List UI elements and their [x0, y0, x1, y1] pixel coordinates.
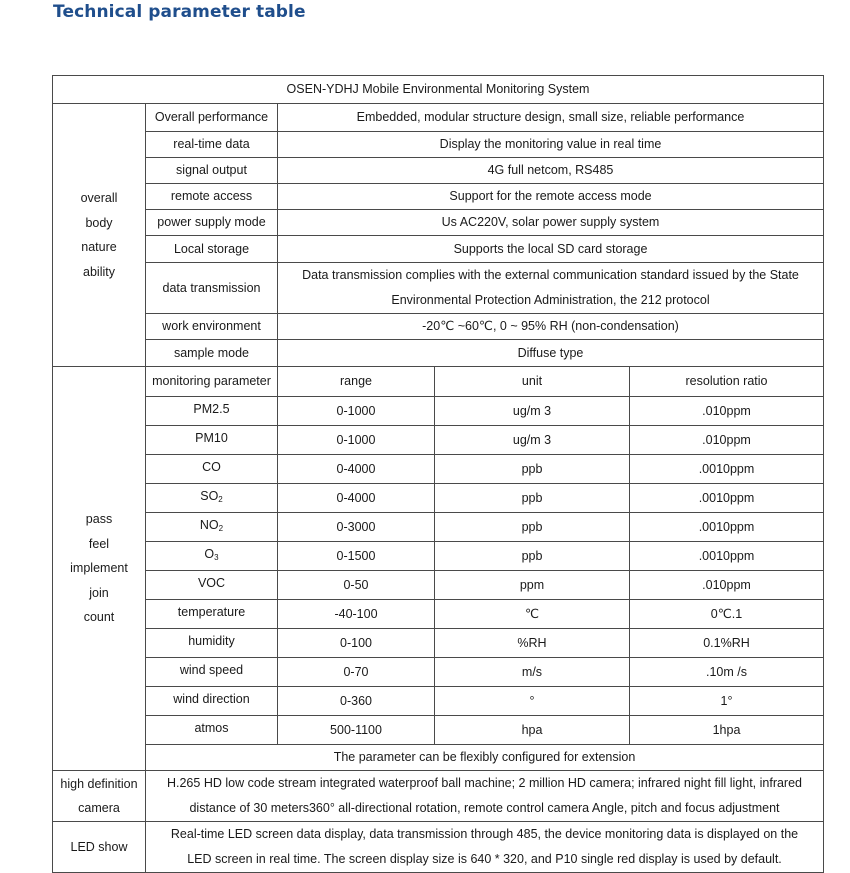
- param-name: $NO_2$: [146, 513, 278, 542]
- spec-name: data transmission: [146, 263, 278, 314]
- param-range: 0-1000: [278, 426, 435, 455]
- param-unit: ppb: [435, 513, 630, 542]
- table-row: [53, 426, 824, 455]
- param-resolution: .10m /s: [630, 658, 824, 687]
- param-resolution: .0010ppm: [630, 542, 824, 571]
- spec-name: sample mode: [146, 340, 278, 367]
- spec-value: Supports the local SD card storage: [278, 236, 824, 263]
- param-unit: %RH: [435, 629, 630, 658]
- table-row: [53, 484, 824, 513]
- param-resolution: 1hpa: [630, 716, 824, 745]
- param-name: atmos: [146, 716, 278, 745]
- spec-value: Support for the remote access mode: [278, 184, 824, 210]
- param-range: 0-360: [278, 687, 435, 716]
- param-resolution: .0010ppm: [630, 455, 824, 484]
- spec-name: power supply mode: [146, 210, 278, 236]
- param-name: CO: [146, 455, 278, 484]
- param-unit: ppb: [435, 542, 630, 571]
- table-row: [53, 236, 824, 263]
- spec-name: signal output: [146, 158, 278, 184]
- param-range: 0-4000: [278, 484, 435, 513]
- table-row: [53, 571, 824, 600]
- param-resolution: .010ppm: [630, 426, 824, 455]
- table-row: [53, 184, 824, 210]
- table-row: [53, 158, 824, 184]
- param-range: 0-50: [278, 571, 435, 600]
- camera-description: H.265 HD low code stream integrated waterproof ball machine; 2 million HD camera; infrared night fill light, infrared distance of 30 meters360° all-directional rotation, remote control camera Angle, pitch and focus adjustment: [146, 771, 824, 822]
- spec-value: Display the monitoring value in real time: [278, 132, 824, 158]
- spec-value: -20℃ ~60℃, 0 ~ 95% RH (non-condensation): [278, 314, 824, 340]
- param-unit: ppb: [435, 484, 630, 513]
- param-resolution: 1°: [630, 687, 824, 716]
- camera-row: [53, 771, 824, 822]
- param-resolution: .0010ppm: [630, 484, 824, 513]
- param-name: wind speed: [146, 658, 278, 687]
- led-description: Real-time LED screen data display, data transmission through 485, the device monitoring data is displayed on the LED screen in real time. The screen display size is 640 * 320, and P10 single red display is used by default.: [146, 822, 824, 873]
- table-row: [53, 132, 824, 158]
- led-label: LED show: [53, 822, 146, 873]
- system-title: OSEN-YDHJ Mobile Environmental Monitoring System: [53, 76, 824, 104]
- param-unit: ℃: [435, 600, 630, 629]
- spec-name: Local storage: [146, 236, 278, 263]
- param-unit: ppb: [435, 455, 630, 484]
- param-name: PM2.5: [146, 397, 278, 426]
- column-header-parameter: monitoring parameter: [146, 367, 278, 397]
- param-resolution: .010ppm: [630, 397, 824, 426]
- page-heading: Technical parameter table: [53, 2, 306, 22]
- table-row: [53, 455, 824, 484]
- spec-name: real-time data: [146, 132, 278, 158]
- param-unit: ug/m 3: [435, 397, 630, 426]
- column-header-resolution: resolution ratio: [630, 367, 824, 397]
- table-row: [53, 542, 824, 571]
- table-row: [53, 397, 824, 426]
- param-name: temperature: [146, 600, 278, 629]
- param-resolution: 0.1%RH: [630, 629, 824, 658]
- table-row: [53, 104, 824, 132]
- table-row: [53, 513, 824, 542]
- sensor-header-row: [53, 367, 824, 397]
- param-range: 0-1500: [278, 542, 435, 571]
- parameter-table: [52, 75, 824, 873]
- spec-value: Embedded, modular structure design, small size, reliable performance: [278, 104, 824, 132]
- table-row: [53, 687, 824, 716]
- param-name: $O_3$: [146, 542, 278, 571]
- spec-name: remote access: [146, 184, 278, 210]
- param-resolution: .010ppm: [630, 571, 824, 600]
- spec-name: work environment: [146, 314, 278, 340]
- param-range: 0-100: [278, 629, 435, 658]
- spec-value: Diffuse type: [278, 340, 824, 367]
- param-range: 500-1100: [278, 716, 435, 745]
- table-row: [53, 340, 824, 367]
- table-row: [53, 263, 824, 314]
- param-range: 0-4000: [278, 455, 435, 484]
- param-unit: hpa: [435, 716, 630, 745]
- param-resolution: .0010ppm: [630, 513, 824, 542]
- system-title-row: [53, 76, 824, 104]
- column-header-unit: unit: [435, 367, 630, 397]
- overall-group-label: overall body nature ability: [53, 104, 146, 367]
- param-unit: °: [435, 687, 630, 716]
- param-name: humidity: [146, 629, 278, 658]
- sensor-group-label: pass feel implement join count: [53, 367, 146, 771]
- param-name: PM10: [146, 426, 278, 455]
- led-row: [53, 822, 824, 873]
- spec-name: Overall performance: [146, 104, 278, 132]
- param-unit: m/s: [435, 658, 630, 687]
- column-header-range: range: [278, 367, 435, 397]
- spec-value: Us AC220V, solar power supply system: [278, 210, 824, 236]
- table-row: [53, 716, 824, 745]
- param-range: 0-70: [278, 658, 435, 687]
- extension-note-row: [53, 745, 824, 771]
- table-row: [53, 600, 824, 629]
- extension-note: The parameter can be flexibly configured for extension: [146, 745, 824, 771]
- param-range: -40-100: [278, 600, 435, 629]
- table-row: [53, 629, 824, 658]
- param-unit: ppm: [435, 571, 630, 600]
- table-row: [53, 314, 824, 340]
- param-name: VOC: [146, 571, 278, 600]
- table-row: [53, 658, 824, 687]
- param-range: 0-3000: [278, 513, 435, 542]
- param-name: $SO_2$: [146, 484, 278, 513]
- param-range: 0-1000: [278, 397, 435, 426]
- table-row: [53, 210, 824, 236]
- param-name: wind direction: [146, 687, 278, 716]
- param-resolution: 0℃.1: [630, 600, 824, 629]
- camera-label: high definition camera: [53, 771, 146, 822]
- spec-value: 4G full netcom, RS485: [278, 158, 824, 184]
- param-unit: ug/m 3: [435, 426, 630, 455]
- spec-value: Data transmission complies with the external communication standard issued by the State Environmental Protection Administration, the 212 protocol: [278, 263, 824, 314]
